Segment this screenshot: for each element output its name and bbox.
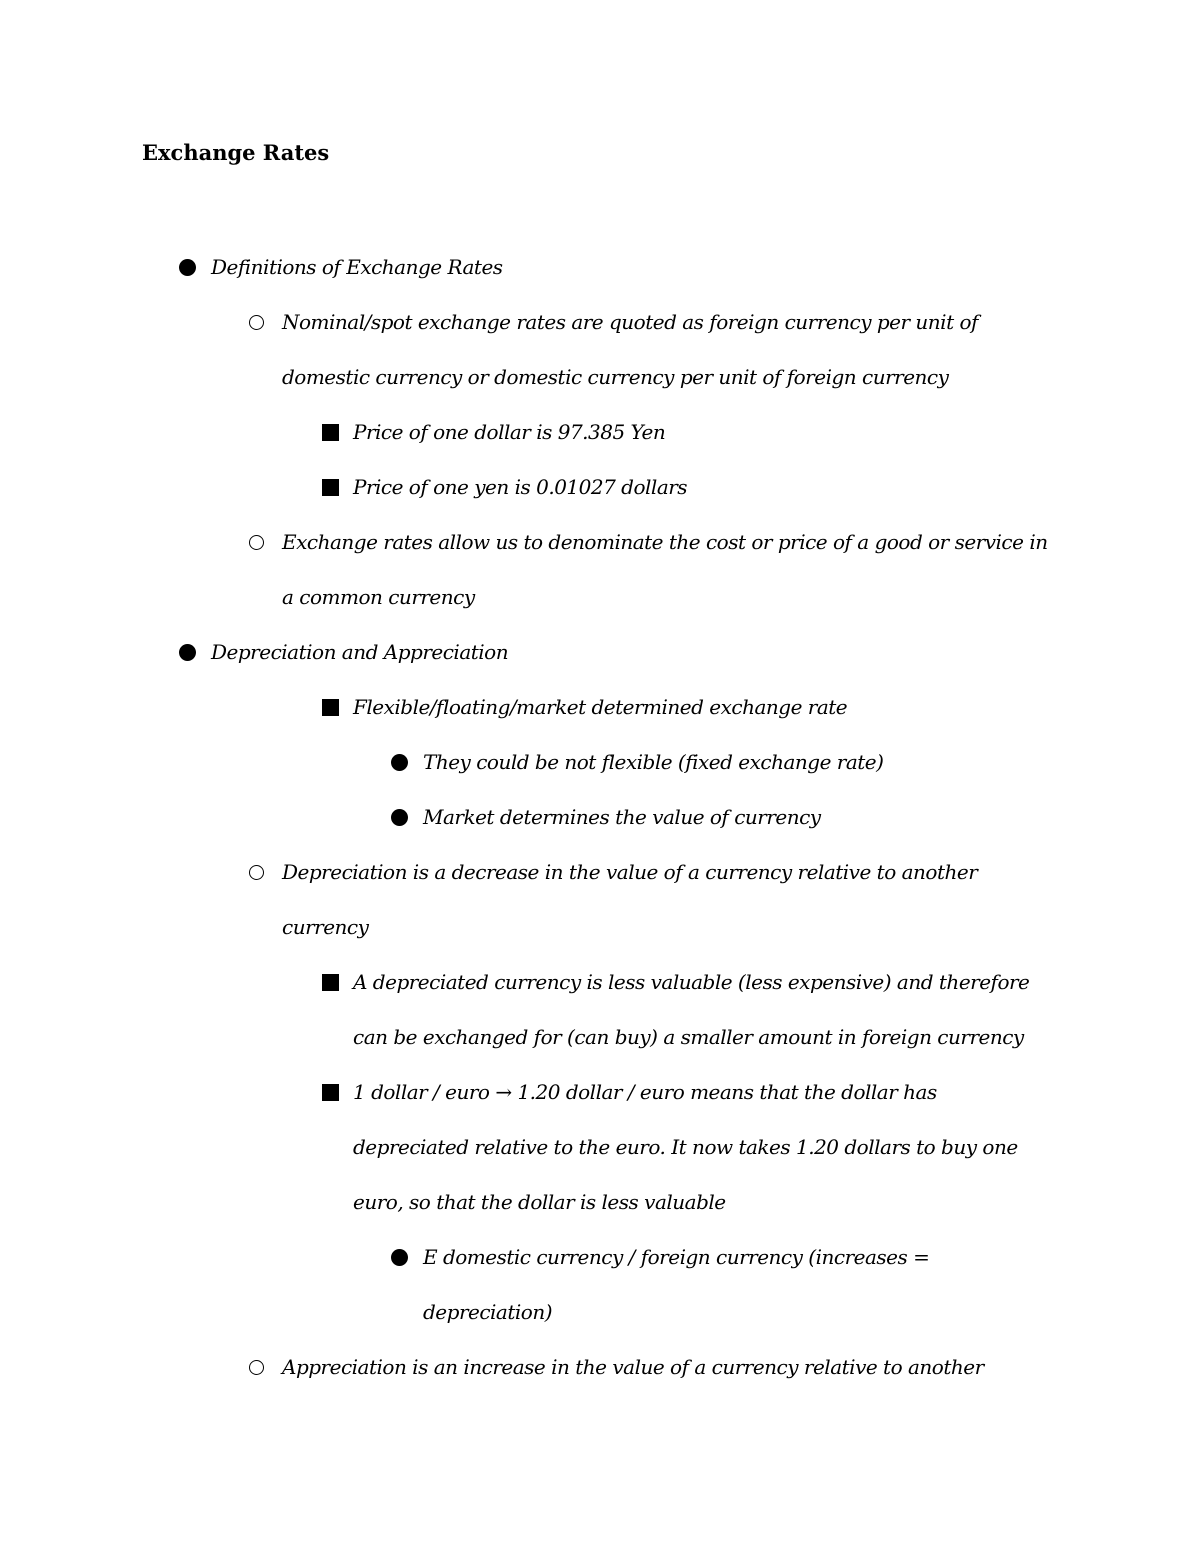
bullet-disc-icon <box>391 809 408 826</box>
list-item-price-dollar: Price of one dollar is 97.385 Yen <box>353 420 666 444</box>
list-item-market-determines: Market determines the value of currency <box>423 805 821 829</box>
bullet-square-icon <box>322 424 339 441</box>
list-item-depreciation-def-cont: currency <box>282 915 369 939</box>
bullet-square-icon <box>322 1084 339 1101</box>
document-title: Exchange Rates <box>142 140 330 165</box>
list-item-dollar-euro: 1 dollar / euro → 1.20 dollar / euro means that the dollar has <box>353 1080 937 1104</box>
list-item-depreciation-appreciation: Depreciation and Appreciation <box>211 640 509 664</box>
list-item-price-yen: Price of one yen is 0.01027 dollars <box>353 475 688 499</box>
bullet-circle-icon <box>249 1360 264 1375</box>
list-item-dollar-euro-cont-2: euro, so that the dollar is less valuable <box>353 1190 726 1214</box>
list-item-e-ratio: E domestic currency / foreign currency (increases = <box>423 1245 930 1269</box>
list-item-nominal-spot-cont: domestic currency or domestic currency per unit of foreign currency <box>282 365 949 389</box>
bullet-disc-icon <box>391 754 408 771</box>
list-item-nominal-spot: Nominal/spot exchange rates are quoted as foreign currency per unit of <box>282 310 978 334</box>
list-item-definitions: Definitions of Exchange Rates <box>211 255 503 279</box>
bullet-circle-icon <box>249 865 264 880</box>
list-item-depreciated-currency-cont: can be exchanged for (can buy) a smaller amount in foreign currency <box>353 1025 1024 1049</box>
list-item-not-flexible: They could be not flexible (fixed exchange rate) <box>423 750 884 774</box>
list-item-dollar-euro-cont-1: depreciated relative to the euro. It now takes 1.20 dollars to buy one <box>353 1135 1018 1159</box>
bullet-circle-icon <box>249 535 264 550</box>
list-item-appreciation-def: Appreciation is an increase in the value of a currency relative to another <box>282 1355 984 1379</box>
bullet-disc-icon <box>179 644 196 661</box>
bullet-circle-icon <box>249 315 264 330</box>
list-item-denominate-cont: a common currency <box>282 585 475 609</box>
list-item-e-ratio-cont: depreciation) <box>423 1300 553 1324</box>
list-item-denominate: Exchange rates allow us to denominate the cost or price of a good or service in <box>282 530 1048 554</box>
list-item-depreciated-currency: A depreciated currency is less valuable (less expensive) and therefore <box>353 970 1030 994</box>
bullet-disc-icon <box>391 1249 408 1266</box>
bullet-disc-icon <box>179 259 196 276</box>
list-item-flexible: Flexible/floating/market determined exchange rate <box>353 695 848 719</box>
bullet-square-icon <box>322 974 339 991</box>
bullet-square-icon <box>322 699 339 716</box>
bullet-square-icon <box>322 479 339 496</box>
list-item-depreciation-def: Depreciation is a decrease in the value of a currency relative to another <box>282 860 978 884</box>
